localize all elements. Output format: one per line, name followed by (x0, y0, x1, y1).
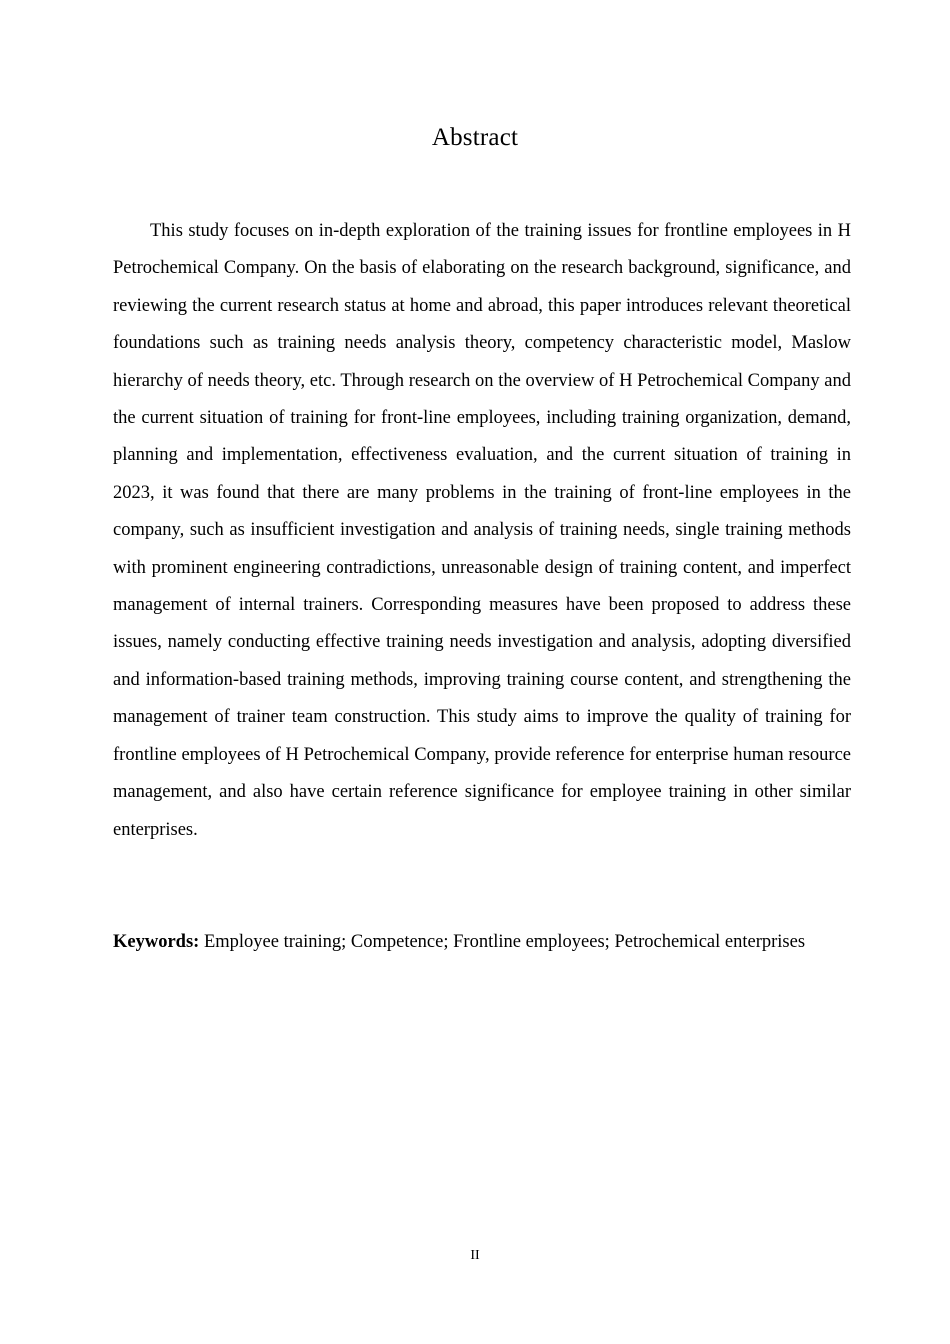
keywords-label: Keywords: (113, 932, 200, 952)
abstract-body: This study focuses on in-depth exploration of the training issues for frontline employees in H Petrochemical Company. On the basis of elaborating on the research background, significance, and reviewing the current research status at home and abroad, this paper introduces relevant theoretical foundations such as training needs analysis theory, competency characteristic model, Maslow hierarchy of needs theory, etc. Through research on the overview of H Petrochemical Company and the current situation of training for front-line employees, including training organization, demand, planning and implementation, effectiveness evaluation, and the current situation of training in 2023, it was found that there are many problems in the training of front-line employees in the company, such as insufficient investigation and analysis of training needs, single training methods with prominent engineering contradictions, unreasonable design of training content, and imperfect management of internal trainers. Corresponding measures have been proposed to address these issues, namely conducting effective training needs investigation and analysis, adopting diversified and information-based training methods, improving training course content, and strengthening the management of trainer team construction. This study aims to improve the quality of training for frontline employees of H Petrochemical Company, provide reference for enterprise human resource management, and also have certain reference significance for employee training in other similar enterprises. (113, 221, 851, 840)
page-number: II (470, 1248, 480, 1263)
keywords-list: Employee training; Competence; Frontline employees; Petrochemical enterprises (199, 932, 806, 952)
keywords-line (113, 924, 873, 961)
abstract-title: Abstract (431, 124, 519, 151)
